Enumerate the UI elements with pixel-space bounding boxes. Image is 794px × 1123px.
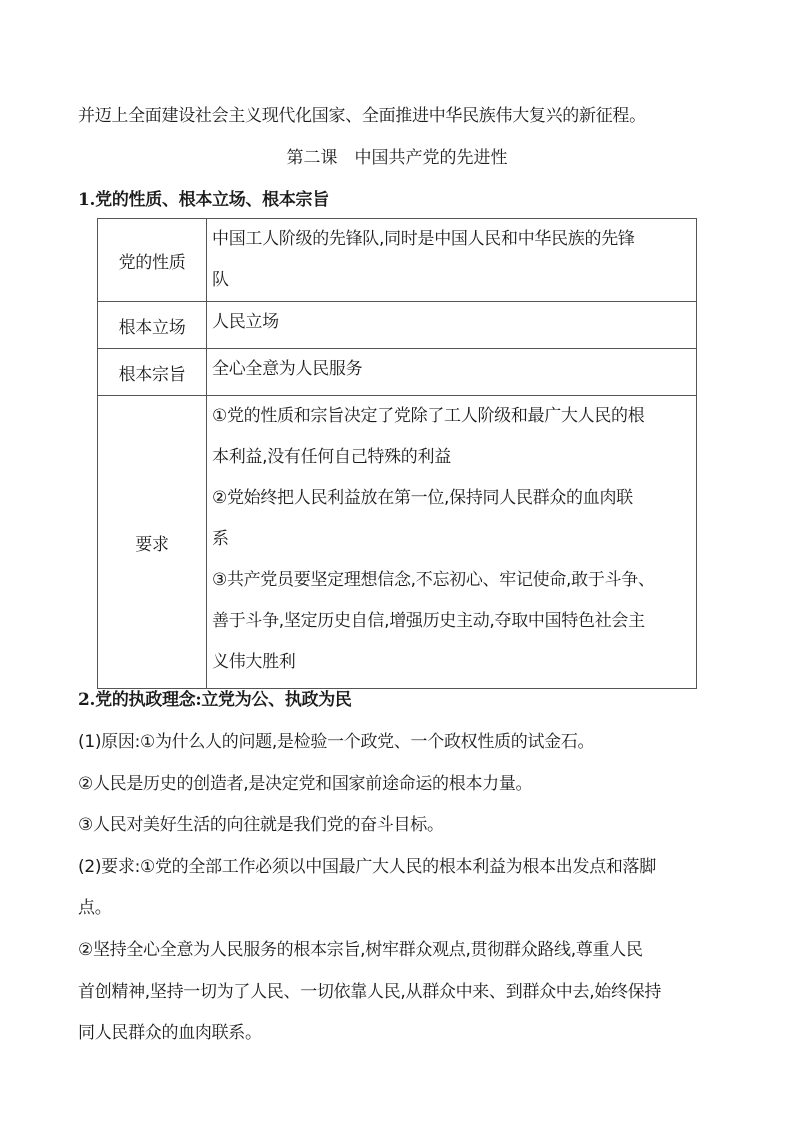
party-nature-table	[97, 218, 697, 689]
body-line: 同人民群众的血肉联系。	[78, 1023, 262, 1043]
content-line: 本利益,没有任何自己特殊的利益	[212, 447, 451, 467]
row-content	[207, 219, 697, 302]
body-line: (2)要求:①党的全部工作必须以中国最广大人民的根本利益为根本出发点和落脚	[78, 857, 656, 877]
row-content	[207, 396, 697, 689]
table-row	[98, 396, 697, 689]
body-line: ②坚持全心全意为人民服务的根本宗旨,树牢群众观点,贯彻群众路线,尊重人民	[78, 940, 643, 960]
row-label: 根本立场	[98, 302, 207, 349]
table-row	[98, 219, 697, 302]
content-line: 系	[212, 529, 229, 549]
body-line: ③人民对美好生活的向往就是我们党的奋斗目标。	[78, 815, 444, 835]
row-content	[207, 349, 697, 396]
section2-heading: 2.党的执政理念:立党为公、执政为民	[78, 690, 352, 710]
section1-heading: 1.党的性质、根本立场、根本宗旨	[78, 190, 329, 210]
row-label: 要求	[98, 396, 207, 689]
body-line: 点。	[78, 898, 112, 918]
body-line: 首创精神,坚持一切为了人民、一切依靠人民,从群众中来、到群众中去,始终保持	[78, 982, 662, 1002]
content-line: 队	[212, 270, 229, 290]
intro-line: 并迈上全面建设社会主义现代化国家、全面推进中华民族伟大复兴的新征程。	[78, 106, 646, 126]
content-line: ①党的性质和宗旨决定了党除了工人阶级和最广大人民的根	[212, 406, 645, 426]
row-label: 根本宗旨	[98, 349, 207, 396]
content-line: ③共产党员要坚定理想信念,不忘初心、牢记使命,敢于斗争、	[212, 570, 655, 590]
table-row	[98, 302, 697, 349]
row-label: 党的性质	[98, 219, 207, 302]
lesson-title: 第二课 中国共产党的先进性	[286, 148, 508, 168]
table-row	[98, 349, 697, 396]
content-line: 善于斗争,坚定历史自信,增强历史主动,夺取中国特色社会主	[212, 611, 645, 631]
content-line: 中国工人阶级的先锋队,同时是中国人民和中华民族的先锋	[212, 229, 635, 249]
body-line: ②人民是历史的创造者,是决定党和国家前途命运的根本力量。	[78, 774, 533, 794]
row-content	[207, 302, 697, 349]
content-line: 全心全意为人民服务	[212, 359, 363, 379]
content-line: 义伟大胜利	[212, 652, 296, 672]
content-line: 人民立场	[212, 312, 279, 332]
body-line: (1)原因:①为什么人的问题,是检验一个政党、一个政权性质的试金石。	[78, 732, 595, 752]
content-line: ②党始终把人民利益放在第一位,保持同人民群众的血肉联	[212, 488, 633, 508]
